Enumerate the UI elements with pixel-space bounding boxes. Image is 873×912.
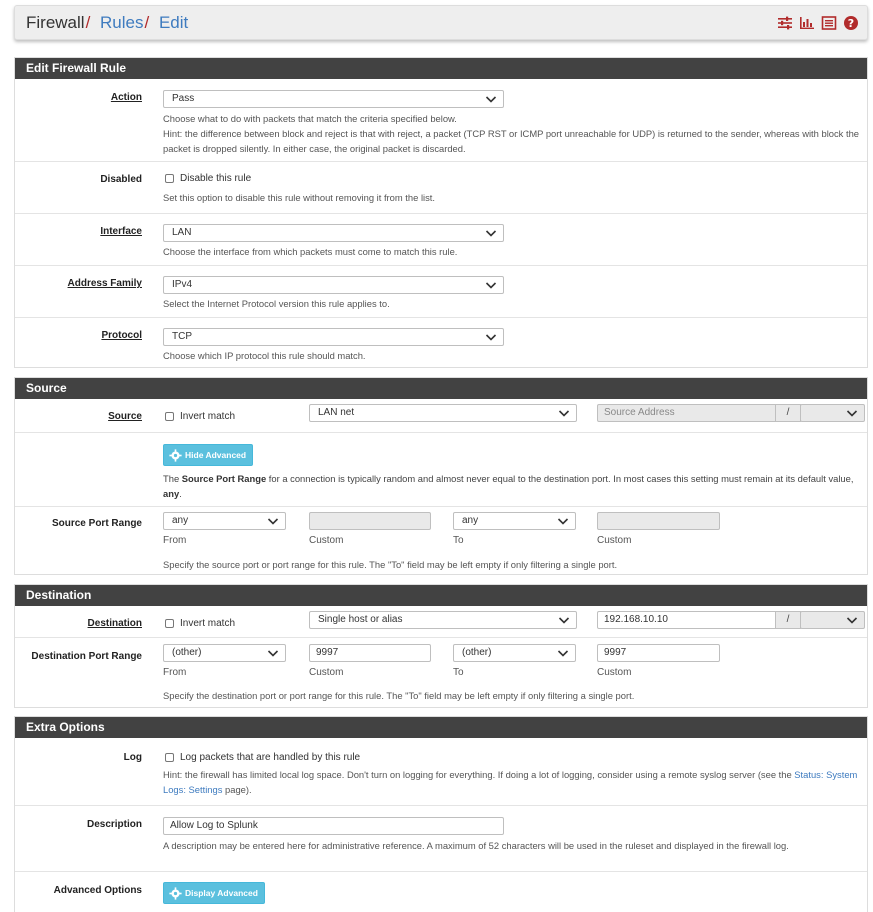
- chevron-down-icon: [846, 614, 858, 626]
- destination-mask-slash: /: [775, 611, 801, 629]
- action-help-text: Choose what to do with packets that match the criteria specified below.: [163, 113, 457, 124]
- disable-rule-checkbox-label: Disable this rule: [180, 173, 252, 184]
- destination-from-sublabel: From: [163, 667, 187, 678]
- destination-port-from-select[interactable]: [163, 644, 286, 662]
- bar-chart-icon[interactable]: [799, 15, 815, 31]
- panel-heading-destination: Destination: [15, 585, 867, 606]
- destination-port-to-select[interactable]: [453, 644, 576, 662]
- panel-heading-source: Source: [15, 378, 867, 399]
- protocol-label: Protocol: [101, 330, 142, 341]
- destination-row: [15, 606, 867, 637]
- help-text-bold-any: any: [163, 488, 180, 499]
- address-family-label: Address Family: [67, 278, 142, 289]
- interface-row: [15, 213, 867, 265]
- chevron-down-icon: [485, 93, 497, 105]
- sliders-icon[interactable]: [777, 15, 793, 31]
- source-custom2-sublabel: Custom: [597, 535, 632, 546]
- interface-select[interactable]: [163, 224, 504, 242]
- panel-heading-extra-options: Extra Options: [15, 717, 867, 738]
- destination-label: Destination: [87, 618, 142, 629]
- source-to-sublabel: To: [453, 535, 464, 546]
- source-label: Source: [108, 411, 142, 422]
- log-help: [163, 767, 859, 797]
- gear-icon: [169, 449, 182, 462]
- interface-help: Choose the interface from which packets must come to match this rule.: [163, 246, 458, 257]
- destination-panel: [14, 584, 868, 708]
- protocol-select[interactable]: [163, 328, 504, 346]
- source-port-from-select[interactable]: [163, 512, 286, 530]
- address-family-select[interactable]: [163, 276, 504, 294]
- breadcrumb: [26, 13, 188, 33]
- checkbox-box[interactable]: [165, 619, 174, 628]
- action-help: [163, 111, 859, 156]
- destination-port-range-label: Destination Port Range: [31, 651, 142, 662]
- help-icon[interactable]: [843, 15, 859, 31]
- source-address-input[interactable]: Source Address: [597, 404, 777, 422]
- source-panel: [14, 377, 868, 575]
- destination-port-to-value: (other): [462, 647, 492, 658]
- hide-advanced-button[interactable]: [163, 444, 253, 466]
- display-advanced-button[interactable]: [163, 882, 265, 904]
- action-row: [15, 79, 867, 161]
- disabled-label: Disabled: [100, 174, 142, 185]
- destination-mask-select[interactable]: [800, 611, 865, 629]
- address-family-row: [15, 265, 867, 317]
- checkbox-box[interactable]: [165, 753, 174, 762]
- disabled-help: Set this option to disable this rule without removing it from the list.: [163, 192, 436, 203]
- chevron-down-icon: [558, 407, 570, 419]
- breadcrumb-edit-link[interactable]: Edit: [158, 13, 189, 32]
- destination-port-range-row: [15, 637, 867, 707]
- destination-custom2-sublabel: Custom: [597, 667, 632, 678]
- action-select[interactable]: [163, 90, 504, 108]
- source-port-to-custom-input[interactable]: [597, 512, 720, 530]
- panel-heading-edit-rule: Edit Firewall Rule: [15, 58, 867, 79]
- edit-firewall-rule-panel: [14, 57, 868, 368]
- destination-port-to-custom-input[interactable]: 9997: [597, 644, 720, 662]
- address-family-help: Select the Internet Protocol version this rule applies to.: [163, 298, 390, 309]
- breadcrumb-separator: /: [144, 13, 150, 32]
- source-port-range-help-text: Specify the source port or port range for this rule. The "To" field may be left empty if only filtering a single port.: [163, 559, 618, 570]
- interface-label: Interface: [100, 226, 142, 237]
- log-help-post: page).: [222, 784, 252, 795]
- destination-port-from-custom-input[interactable]: 9997: [309, 644, 431, 662]
- description-input[interactable]: Allow Log to Splunk: [163, 817, 504, 835]
- destination-to-sublabel: To: [453, 667, 464, 678]
- status-system-logs-settings-link[interactable]: Status: System Logs: Settings: [163, 769, 858, 795]
- chevron-down-icon: [267, 515, 279, 527]
- list-icon[interactable]: [821, 15, 837, 31]
- action-label: Action: [110, 92, 142, 103]
- protocol-help: Choose which IP protocol this rule should match.: [163, 350, 366, 361]
- source-mask-slash: /: [775, 404, 801, 422]
- display-advanced-label: Display Advanced: [185, 888, 258, 898]
- destination-port-from-value: (other): [172, 647, 202, 658]
- source-mask-select[interactable]: [800, 404, 865, 422]
- help-text-pre: The: [163, 473, 182, 484]
- destination-port-range-help-text: Specify the destination port or port range for this rule. The "To" field may be left empty if only filtering a single port.: [163, 690, 635, 701]
- svg-text:?: ?: [847, 17, 855, 30]
- source-type-value: LAN net: [318, 407, 355, 418]
- protocol-select-value: TCP: [172, 331, 192, 342]
- destination-address-input[interactable]: 192.168.10.10: [597, 611, 777, 629]
- help-text-mid: for a connection is typically random and almost never equal to the destination port. In most cases this setting must remain at its default value,: [266, 473, 854, 484]
- gear-icon: [169, 887, 182, 900]
- chevron-down-icon: [485, 227, 497, 239]
- source-advanced-row: [15, 432, 867, 506]
- breadcrumb-bar: [14, 5, 868, 40]
- breadcrumb-rules-link[interactable]: Rules: [100, 13, 144, 32]
- interface-select-value: LAN: [172, 227, 192, 238]
- chevron-down-icon: [557, 647, 569, 659]
- log-help-pre: Hint: the firewall has limited local log space. Don't turn on logging for everything. If doing a lot of logging, consider using a remote syslog server (see the: [163, 769, 795, 780]
- description-help: A description may be entered here for administrative reference. A maximum of 52 characters will be used in the ruleset and displayed in the firewall log.: [163, 840, 789, 851]
- action-select-value: Pass: [172, 93, 195, 104]
- destination-type-select[interactable]: [309, 611, 577, 629]
- action-hint-text: Hint: the difference between block and reject is that with reject, a packet (TCP RST or ICMP port unreachable for UDP) is returned to the sender, whereas with block the packet is dropped silently. In either case, the original packet is discarded.: [163, 128, 860, 154]
- destination-invert-label: Invert match: [180, 618, 236, 629]
- chevron-down-icon: [846, 407, 858, 419]
- chevron-down-icon: [485, 331, 497, 343]
- chevron-down-icon: [558, 614, 570, 626]
- help-text-post: .: [179, 488, 182, 499]
- log-checkbox[interactable]: [165, 752, 360, 763]
- source-port-from-custom-input[interactable]: [309, 512, 431, 530]
- chevron-down-icon: [485, 279, 497, 291]
- source-port-range-row: [15, 506, 867, 575]
- log-row: [15, 738, 867, 805]
- destination-invert-checkbox[interactable]: [165, 618, 235, 629]
- source-invert-checkbox[interactable]: [165, 411, 235, 422]
- disable-rule-checkbox[interactable]: [165, 173, 251, 184]
- description-row: [15, 805, 867, 871]
- protocol-row: [15, 317, 867, 369]
- source-port-range-help: [163, 471, 859, 501]
- source-port-range-label: Source Port Range: [51, 518, 142, 529]
- destination-custom-sublabel: Custom: [309, 667, 344, 678]
- extra-options-panel: [14, 716, 868, 912]
- source-port-to-value: any: [462, 515, 479, 526]
- source-port-to-select[interactable]: [453, 512, 576, 530]
- destination-type-value: Single host or alias: [318, 614, 403, 625]
- help-text-bold: Source Port Range: [181, 473, 267, 484]
- source-custom-sublabel: Custom: [309, 535, 344, 546]
- disabled-row: [15, 161, 867, 213]
- source-from-sublabel: From: [163, 535, 187, 546]
- log-label: Log: [123, 752, 142, 763]
- address-family-select-value: IPv4: [172, 279, 193, 290]
- source-type-select[interactable]: [309, 404, 577, 422]
- hide-advanced-label: Hide Advanced: [185, 450, 247, 460]
- source-row: [15, 399, 867, 432]
- description-label: Description: [86, 819, 142, 830]
- breadcrumb-firewall: Firewall: [26, 13, 85, 32]
- breadcrumb-separator: /: [85, 13, 91, 32]
- log-checkbox-label: Log packets that are handled by this rule: [180, 752, 361, 763]
- chevron-down-icon: [557, 515, 569, 527]
- checkbox-box[interactable]: [165, 412, 174, 421]
- advanced-options-label: Advanced Options: [53, 885, 142, 896]
- checkbox-box[interactable]: [165, 174, 174, 183]
- chevron-down-icon: [267, 647, 279, 659]
- source-invert-label: Invert match: [180, 411, 236, 422]
- advanced-options-row: [15, 871, 867, 912]
- source-port-from-value: any: [172, 515, 189, 526]
